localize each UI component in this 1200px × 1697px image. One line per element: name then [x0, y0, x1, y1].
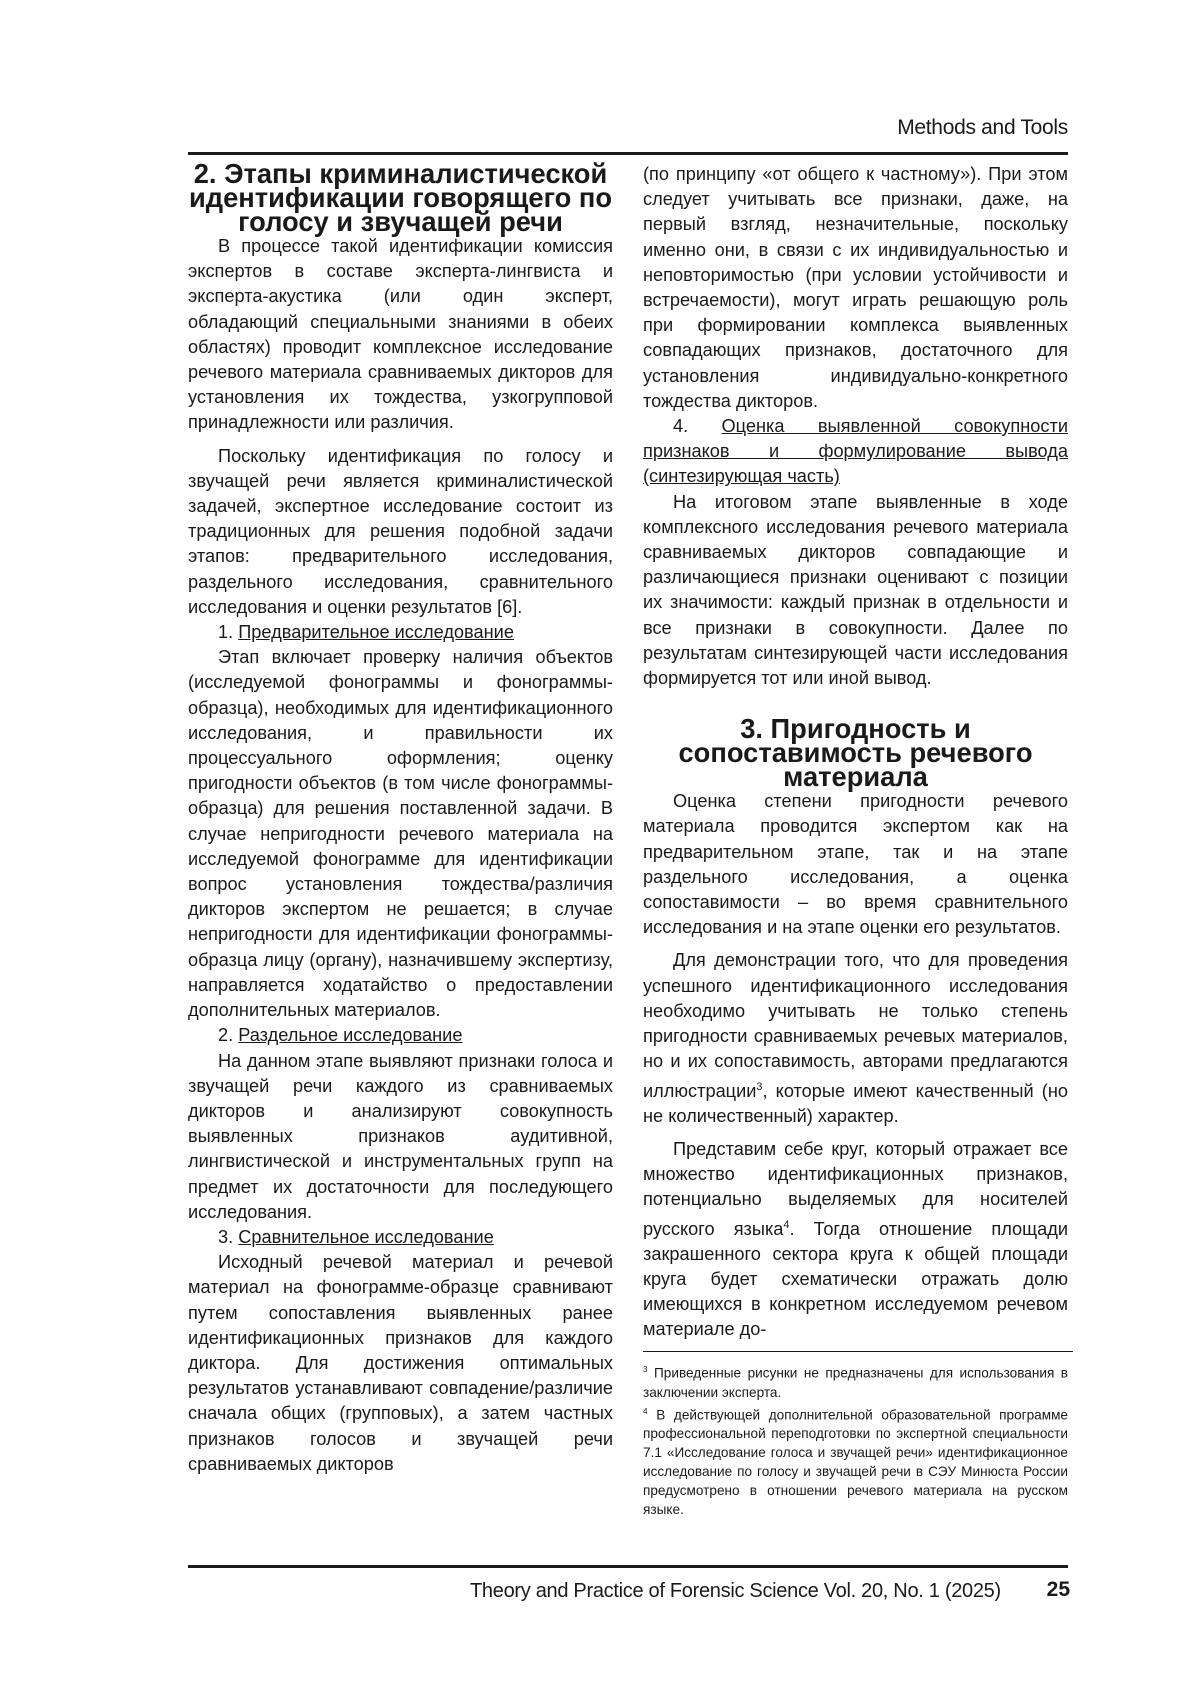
- subsection-number: 4.: [673, 416, 689, 437]
- journal-title: Theory and Practice of Forensic Science Vol. 20, No. 1 (2025): [470, 1580, 1001, 1602]
- running-header: Methods and Tools: [897, 116, 1068, 139]
- footnote-text: Приведенные рисунки не предназначены для использования в заключении эксперта.: [643, 1365, 1068, 1400]
- paragraph: [643, 1137, 1068, 1343]
- footnote: [643, 1360, 1068, 1402]
- footnote-rule: [643, 1351, 1073, 1353]
- subsection-title: Оценка выявленной совокупности признаков и формулирование вывода (синтезирующая часть): [643, 416, 1068, 487]
- subsection-number: 1.: [218, 622, 234, 643]
- subsection-title: Раздельное исследование: [238, 1025, 463, 1046]
- paragraph: На итоговом этапе выявленные в ходе комплексного исследования речевого материала сравниваемых дикторов совпадающие и различающиеся признаки оценивают с позиции их значимости: каждый признак в отдельности и все признаки в совокупности. Далее по результатам синтезирующей части исследования формируется тот или иной вывод.: [643, 491, 1068, 689]
- paragraph: Исходный речевой материал и речевой материал на фонограмме-образце сравнивают путем сопоставления выявленных ранее идентификационных признаков для каждого диктора. Для достижения оптимальных результатов устанавливают совпадение/различие сначала общих (групповых), а затем частных признаков голосов и звучащей речи сравниваемых дикторов: [188, 1252, 613, 1474]
- paragraph: Поскольку идентификация по голосу и звучащей речи является криминалистической задачей, экспертное исследование состоит из традиционных для решения подобной задачи этапов: предварительного исследования, раздельного исследования, сравнительного исследования и оценки результатов [6].: [188, 445, 613, 617]
- left-column: [188, 158, 613, 1477]
- paragraph-text: Для демонстрации того, что для проведения успешного идентификационного исследования необходимо учитывать не только степень пригодности сравниваемых речевых материалов, но и их сопоставимость, авторами предлагаются иллюстрации: [643, 950, 1068, 1101]
- paragraph-text: . Тогда отношение площади закрашенного сектора круга к общей площади круга будет схематически отражать долю имеющихся в конкретном исследуемом речевом материале до-: [643, 1218, 1068, 1340]
- footnote-number: 3: [643, 1365, 648, 1375]
- subsection-heading: [643, 414, 1068, 490]
- footnote: [643, 1402, 1068, 1520]
- header-rule: [188, 152, 1068, 155]
- footnote-ref: 3: [756, 1080, 763, 1093]
- section-title-2: 2. Этапы криминалистической идентификации говорящего по голосу и звучащей речи: [188, 158, 613, 237]
- footnote-ref: 4: [783, 1218, 790, 1231]
- paragraph: [643, 948, 1068, 1128]
- paragraph: (по принципу «от общего к частному»). При этом следует учитывать все признаки, даже, на первый взгляд, незначительные, поскольку именно они, в связи с их индивидуальностью и неповторимостью (при условии устойчивости и встречаемости), могут играть решающую роль при формировании комплекса выявленных совпадающих признаков, достаточного для установления индивидуально-конкретного тождества дикторов.: [643, 164, 1068, 411]
- paragraph: Этап включает проверку наличия объектов (исследуемой фонограммы и фонограммы-образца), необходимых для идентификационного исследования, и правильности их процессуального оформления; оценку пригодности объектов (в том числе фонограммы-образца) для решения поставленной задачи. В случае непригодности речевого материала на исследуемой фонограмме для идентификации вопрос установления тождества/различия дикторов экспертом не решается; в случае непригодности для идентификации фонограммы-образца лицу (органу), назначившему экспертизу, направляется ходатайство о предоставлении дополнительных материалов.: [188, 647, 613, 1021]
- subsection-title: Сравнительное исследование: [238, 1226, 494, 1247]
- page-number: 25: [1046, 1578, 1070, 1601]
- subsection-heading: [188, 1023, 613, 1048]
- section-title-3: 3. Пригодность и сопоставимость речевого материала: [678, 713, 1033, 793]
- paragraph: В процессе такой идентификации комиссия экспертов в составе эксперта-лингвиста и эксперта-акустика (или один эксперт, обладающий специальными знаниями в обеих областях) проводит комплексное исследование речевого материала сравниваемых дикторов для установления их тождества, узкогрупповой принадлежности или различия.: [188, 236, 613, 433]
- subsection-number: 3.: [218, 1226, 234, 1247]
- subsection-heading: [188, 620, 613, 645]
- paragraph: Оценка степени пригодности речевого материала проводится экспертом как на предварительном этапе, так и на этапе раздельного исследования, а оценка сопоставимости – во время сравнительного исследования и на этапе оценки его результатов.: [643, 791, 1068, 938]
- footnote-number: 4: [643, 1406, 648, 1416]
- paragraph-text: Представим себе круг, который отражает все множество идентификационных признаков, потенциально выделяемых для носителей русского языка: [643, 1138, 1068, 1239]
- subsection-title: Предварительное исследование: [238, 622, 514, 643]
- footer-rule: [188, 1565, 1068, 1568]
- footnote-text: В действующей дополнительной образовательной программе профессиональной переподготовки по экспертной специальности 7.1 «Исследование голоса и звучащей речи» идентификационное исследование по голосу и звучащей речи в СЭУ Минюста России предусмотрено в отношении речевого материала на русском языке.: [643, 1407, 1068, 1518]
- paragraph: На данном этапе выявляют признаки голоса и звучащей речи каждого из сравниваемых дикторов и анализируют совокупность выявленных признаков аудитивной, лингвистической и инструментальных групп на предмет их достаточности для последующего исследования.: [188, 1050, 613, 1222]
- right-column: [643, 162, 1068, 1519]
- subsection-number: 2.: [218, 1025, 234, 1046]
- subsection-heading: [188, 1225, 613, 1250]
- paragraph-text: , которые имеют качественный (но не количественный) характер.: [643, 1080, 1068, 1126]
